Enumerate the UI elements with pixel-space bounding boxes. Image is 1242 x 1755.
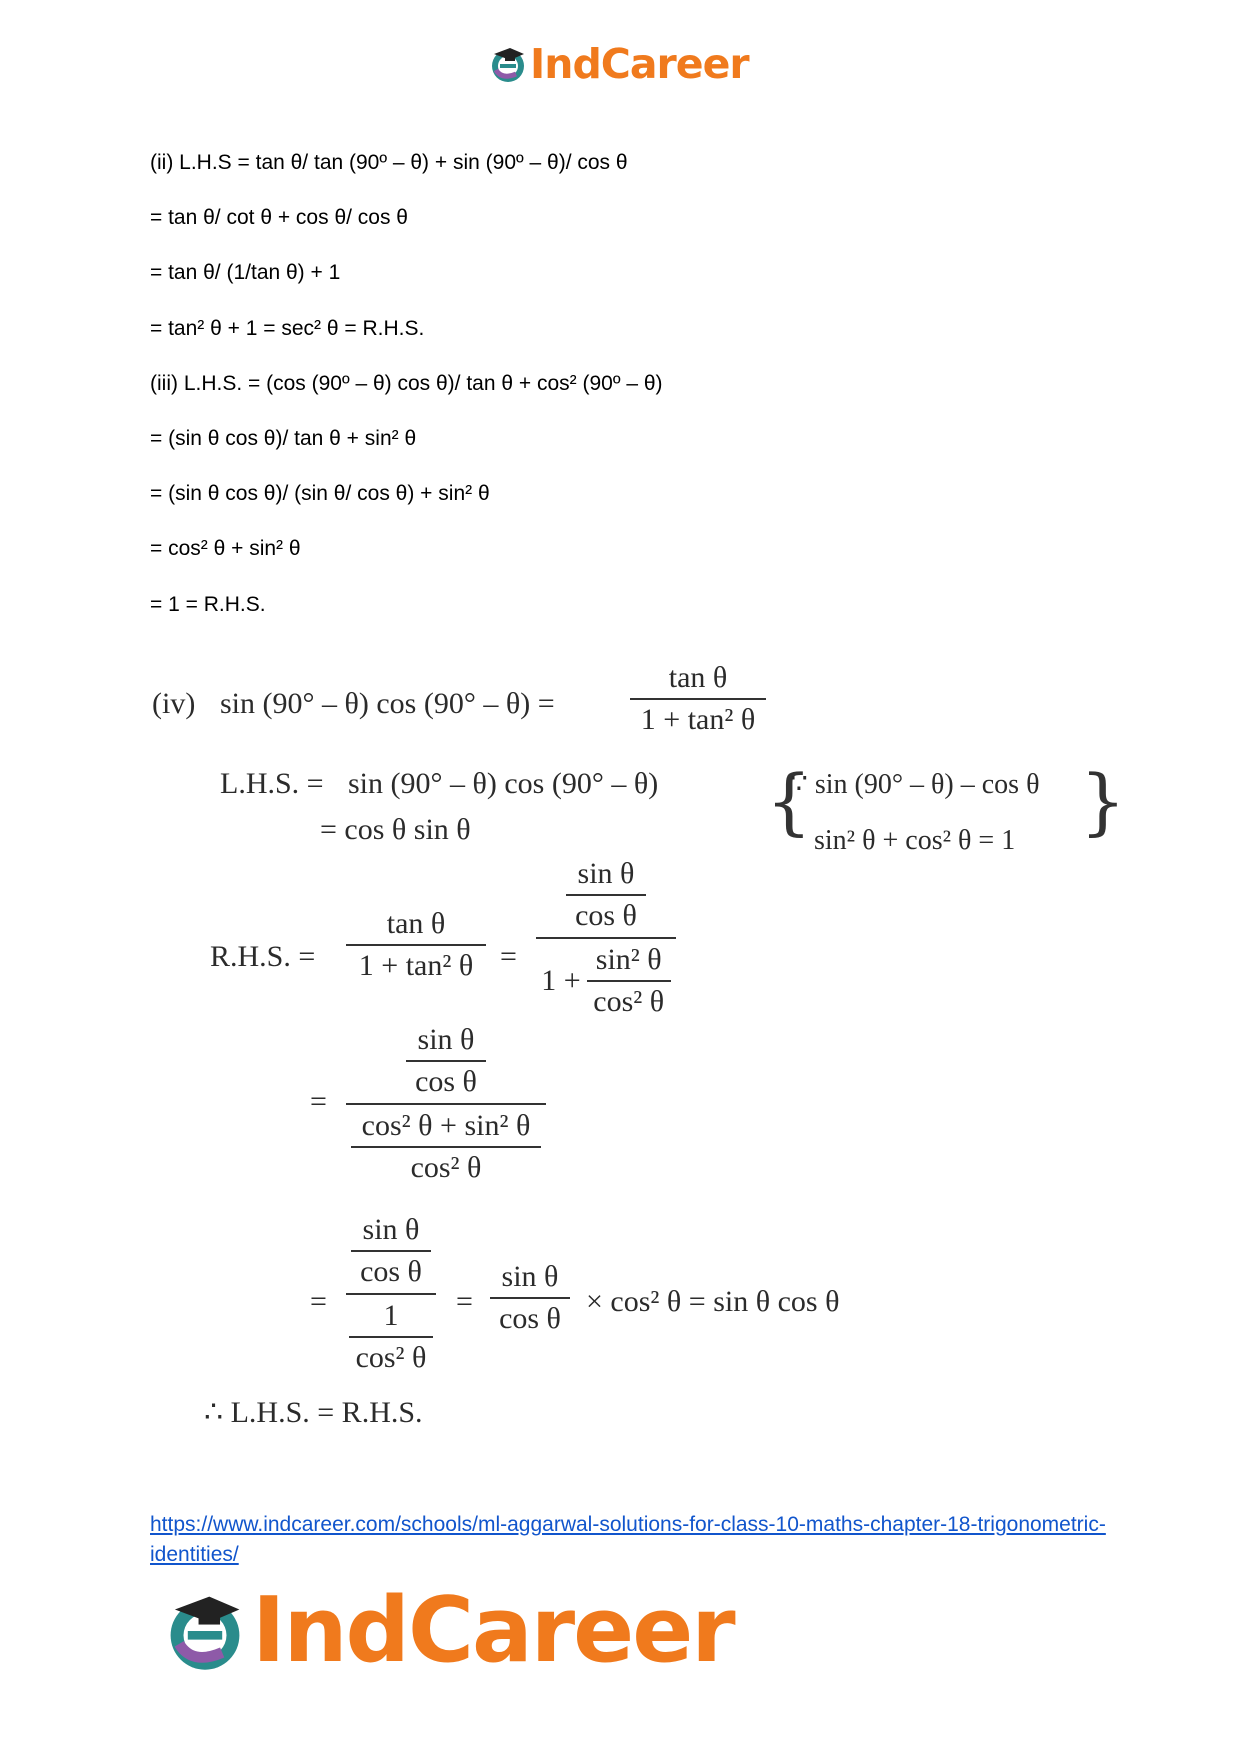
proof-line: = tan θ/ (1/tan θ) + 1 (150, 261, 341, 285)
logo-text: IndCareer (530, 40, 749, 88)
one-plus: 1 + (541, 964, 581, 997)
fraction-bar (490, 1297, 570, 1299)
fraction-bar (406, 1060, 486, 1062)
numerator: 1 (383, 1299, 399, 1332)
proof-line: = 1 = R.H.S. (150, 592, 266, 616)
math-solution-iv (150, 655, 1150, 1455)
conclusion: ∴ L.H.S. = R.H.S. (204, 1396, 423, 1429)
rhs-fraction (346, 907, 486, 983)
denominator-group (536, 943, 676, 1019)
numerator-fraction (351, 1213, 431, 1289)
logo-text: IndCareer (252, 1578, 734, 1683)
proof-line: = tan θ/ cot θ + cos θ/ cos θ (150, 206, 408, 230)
denominator: cos θ (415, 1065, 477, 1098)
denominator: cos² θ (593, 985, 665, 1018)
equals-sign: = (310, 1085, 327, 1118)
denominator: cos² θ (355, 1341, 427, 1374)
numerator: sin θ (501, 1260, 559, 1293)
denominator: cos² θ (410, 1151, 482, 1184)
denominator-fraction (351, 1109, 541, 1185)
proof-line: (ii) L.H.S = tan θ/ tan (90º – θ) + sin (90º – θ)/ cos θ (150, 151, 628, 174)
question-lhs: sin (90° – θ) cos (90° – θ) = (220, 687, 555, 720)
numerator: sin θ (577, 857, 635, 890)
denominator: 1 + tan² θ (358, 949, 474, 982)
proof-line: (iii) L.H.S. = (cos (90º – θ) cos θ)/ tan θ + cos² (90º – θ) (150, 371, 663, 395)
proof-line: = (sin θ cos θ)/ tan θ + sin² θ (150, 426, 417, 450)
proof-text (150, 148, 1150, 645)
compound-fraction (536, 857, 676, 1019)
lhs-step: = cos θ sin θ (320, 813, 471, 846)
equals-sign: = (456, 1285, 473, 1318)
final-result: × cos² θ = sin θ cos θ (586, 1285, 840, 1318)
rhs-label: R.H.S. = (210, 940, 316, 973)
note-line-2: sin² θ + cos² θ = 1 (814, 825, 1016, 856)
numerator: sin θ (362, 1213, 420, 1246)
denominator-fraction (349, 1299, 433, 1375)
note-line-1: ∵ sin (90° – θ) – cos θ (790, 769, 1040, 800)
question-fraction (630, 661, 766, 737)
left-brace: { (766, 759, 812, 843)
graduation-cap-icon (162, 1588, 248, 1674)
step3-fraction (346, 1213, 436, 1375)
denominator: cos θ (575, 899, 637, 932)
proof-line: = (sin θ cos θ)/ (sin θ/ cos θ) + sin² θ (150, 482, 490, 506)
part-label: (iv) (152, 687, 196, 720)
denominator: cos θ (499, 1302, 561, 1335)
source-link[interactable]: https://www.indcareer.com/schools/ml-aggarwal-solutions-for-class-10-maths-chapter-18-trigonometric-identities/ (150, 1513, 1106, 1566)
fraction-bar (566, 894, 646, 896)
numerator-fraction (566, 857, 646, 933)
fraction-bar (346, 944, 486, 946)
fraction-bar (349, 1336, 433, 1338)
numerator: sin θ (417, 1023, 475, 1056)
equals-sign: = (310, 1285, 327, 1318)
fraction-bar (630, 698, 766, 700)
denominator: cos θ (360, 1255, 422, 1288)
numerator: cos² θ + sin² θ (361, 1109, 531, 1142)
numerator: sin² θ (595, 943, 662, 976)
right-brace: } (1080, 759, 1126, 843)
indcareer-logo (488, 40, 749, 88)
graduation-cap-icon (488, 44, 528, 84)
main-fraction-bar (346, 1293, 436, 1295)
fraction-bar (351, 1250, 431, 1252)
numerator-fraction (406, 1023, 486, 1099)
step2-fraction (346, 1023, 546, 1185)
denominator: 1 + tan² θ (640, 703, 756, 736)
numerator: tan θ (386, 907, 446, 940)
lhs-label: L.H.S. = (220, 767, 324, 800)
main-fraction-bar (346, 1103, 546, 1105)
main-fraction-bar (536, 937, 676, 939)
sin2-over-cos2 (587, 943, 671, 1019)
proof-line: = tan² θ + 1 = sec² θ = R.H.S. (150, 316, 425, 340)
equals-sign: = (500, 940, 517, 973)
fraction-bar (587, 980, 671, 982)
proof-line: = cos² θ + sin² θ (150, 537, 301, 561)
numerator: tan θ (668, 661, 728, 694)
indcareer-logo-footer (162, 1578, 734, 1683)
lhs-expression: sin (90° – θ) cos (90° – θ) (348, 767, 659, 800)
fraction-bar (351, 1146, 541, 1148)
sin-over-cos (490, 1260, 570, 1336)
